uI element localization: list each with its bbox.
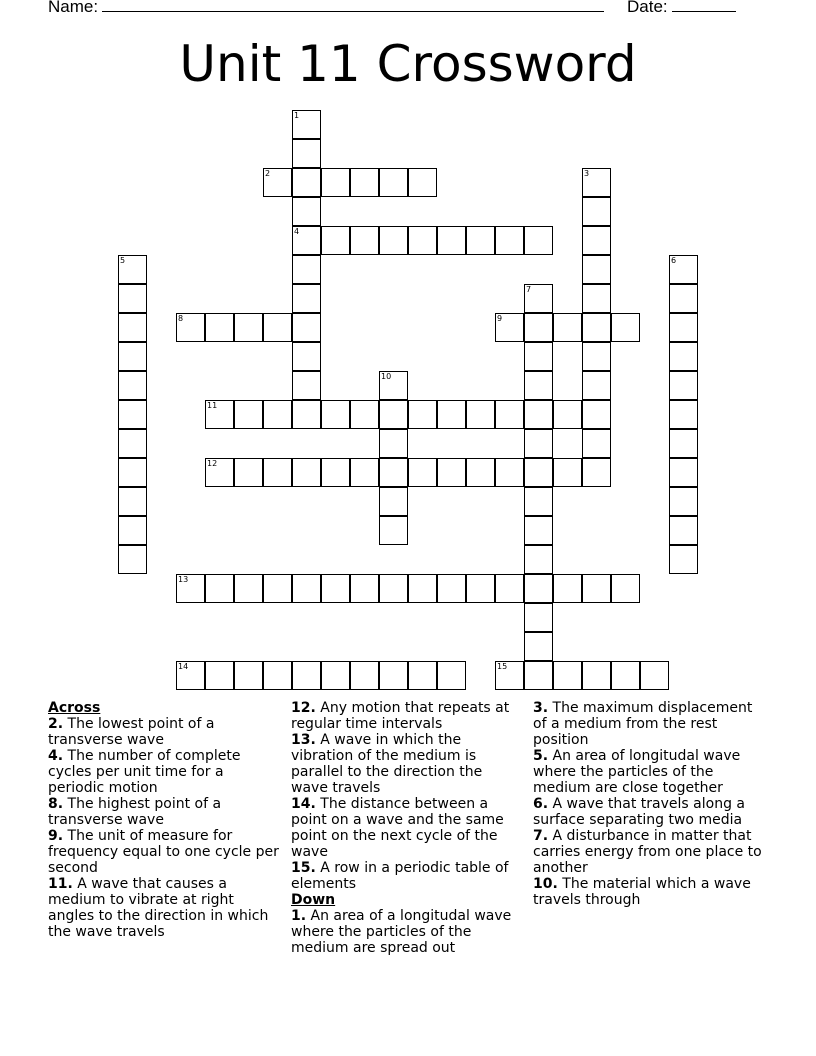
- grid-cell[interactable]: [205, 313, 234, 342]
- across-heading: Across: [48, 700, 101, 716]
- grid-cell[interactable]: [292, 574, 321, 603]
- clue-number: 12: [207, 459, 218, 468]
- grid-cell[interactable]: [350, 168, 379, 197]
- clue-down-3: 3. The maximum displacement of a medium from the rest position: [533, 700, 753, 748]
- grid-cell[interactable]: [408, 458, 437, 487]
- grid-cell[interactable]: [466, 574, 495, 603]
- clue-down-10: 10. The material which a wave travels through: [533, 876, 751, 908]
- grid-cell[interactable]: [524, 632, 553, 661]
- grid-cell[interactable]: [669, 487, 698, 516]
- grid-cell[interactable]: [234, 574, 263, 603]
- grid-cell[interactable]: [466, 400, 495, 429]
- grid-cell[interactable]: [118, 545, 147, 574]
- grid-cell[interactable]: [205, 400, 234, 429]
- clue-number: 2: [265, 169, 271, 178]
- clue-number: 5: [120, 256, 126, 265]
- grid-cell[interactable]: [553, 313, 582, 342]
- grid-cell[interactable]: [553, 574, 582, 603]
- down-heading: Down: [291, 892, 336, 908]
- grid-cell[interactable]: [379, 574, 408, 603]
- grid-cell[interactable]: [292, 139, 321, 168]
- clue-across-11: 11. A wave that causes a medium to vibrate at right angles to the direction in which the wave travels: [48, 876, 269, 940]
- grid-cell[interactable]: [611, 313, 640, 342]
- grid-cell[interactable]: [669, 429, 698, 458]
- grid-cell[interactable]: [176, 313, 205, 342]
- grid-cell[interactable]: [234, 661, 263, 690]
- clue-number: 10: [381, 372, 392, 381]
- date-label: Date:: [627, 0, 668, 16]
- grid-cell[interactable]: [118, 284, 147, 313]
- clue-down-5: 5. An area of longitudal wave where the particles of the medium are close together: [533, 748, 741, 796]
- grid-cell[interactable]: [582, 284, 611, 313]
- clue-across-15: 15. A row in a periodic table of elements: [291, 860, 509, 892]
- grid-cell[interactable]: [118, 458, 147, 487]
- grid-cell[interactable]: [582, 197, 611, 226]
- clue-across-13: 13. A wave in which the vibration of the medium is parallel to the direction the wave travels: [291, 732, 483, 796]
- grid-cell[interactable]: [205, 661, 234, 690]
- grid-cell[interactable]: [118, 342, 147, 371]
- grid-cell[interactable]: [466, 226, 495, 255]
- clue-number: 15: [497, 662, 508, 671]
- grid-cell[interactable]: [582, 661, 611, 690]
- grid-cell[interactable]: [292, 458, 321, 487]
- grid-cell[interactable]: [234, 313, 263, 342]
- grid-cell[interactable]: [263, 458, 292, 487]
- clue-number: 1: [294, 111, 300, 120]
- grid-cell[interactable]: [524, 516, 553, 545]
- grid-cell[interactable]: [495, 226, 524, 255]
- grid-cell[interactable]: [524, 284, 553, 313]
- grid-cell[interactable]: [553, 400, 582, 429]
- grid-cell[interactable]: [437, 400, 466, 429]
- grid-cell[interactable]: [379, 168, 408, 197]
- grid-cell[interactable]: [118, 487, 147, 516]
- grid-cell[interactable]: [524, 661, 553, 690]
- clue-number: 3: [584, 169, 590, 178]
- grid-cell[interactable]: [379, 429, 408, 458]
- grid-cell[interactable]: [263, 661, 292, 690]
- grid-cell[interactable]: [495, 661, 524, 690]
- grid-cell[interactable]: [321, 168, 350, 197]
- grid-cell[interactable]: [350, 458, 379, 487]
- grid-cell[interactable]: [321, 661, 350, 690]
- grid-cell[interactable]: [437, 661, 466, 690]
- clue-number: 14: [178, 662, 189, 671]
- clues-column-3: [533, 700, 765, 908]
- grid-cell[interactable]: [292, 342, 321, 371]
- clue-across-2: 2. The lowest point of a transverse wave: [48, 716, 215, 748]
- grid-cell[interactable]: [524, 458, 553, 487]
- clue-across-14: 14. The distance between a point on a wave and the same point on the next cycle of the wave: [291, 796, 504, 860]
- clue-number: 8: [178, 314, 184, 323]
- grid-cell[interactable]: [379, 400, 408, 429]
- grid-cell[interactable]: [669, 255, 698, 284]
- grid-cell[interactable]: [379, 371, 408, 400]
- grid-cell[interactable]: [292, 284, 321, 313]
- grid-cell[interactable]: [350, 226, 379, 255]
- grid-cell[interactable]: [292, 197, 321, 226]
- grid-cell[interactable]: [292, 110, 321, 139]
- grid-cell[interactable]: [582, 371, 611, 400]
- grid-cell[interactable]: [524, 226, 553, 255]
- grid-cell[interactable]: [582, 313, 611, 342]
- grid-cell[interactable]: [437, 226, 466, 255]
- grid-cell[interactable]: [669, 458, 698, 487]
- grid-cell[interactable]: [582, 458, 611, 487]
- page-title: Unit 11 Crossword: [179, 35, 637, 93]
- grid-cell[interactable]: [640, 661, 669, 690]
- name-label: Name:: [48, 0, 99, 16]
- grid-cell[interactable]: [495, 574, 524, 603]
- grid-cell[interactable]: [524, 603, 553, 632]
- grid-cell[interactable]: [118, 400, 147, 429]
- grid-cell[interactable]: [292, 255, 321, 284]
- clue-down-1: 1. An area of a longitudal wave where the particles of the medium are spread out: [291, 908, 512, 956]
- grid-cell[interactable]: [234, 458, 263, 487]
- grid-cell[interactable]: [379, 226, 408, 255]
- grid-cell[interactable]: [582, 226, 611, 255]
- grid-cell[interactable]: [524, 342, 553, 371]
- clue-number: 7: [526, 285, 532, 294]
- clue-across-12: 12. Any motion that repeats at regular time intervals: [291, 700, 510, 732]
- grid-cell[interactable]: [176, 661, 205, 690]
- grid-cell[interactable]: [669, 516, 698, 545]
- grid-cell[interactable]: [205, 574, 234, 603]
- grid-cell[interactable]: [466, 458, 495, 487]
- clue-across-8: 8. The highest point of a transverse wave: [48, 796, 222, 828]
- grid-cell[interactable]: [495, 458, 524, 487]
- grid-cell[interactable]: [118, 516, 147, 545]
- grid-cell[interactable]: [118, 371, 147, 400]
- grid-cell[interactable]: [379, 661, 408, 690]
- grid-cell[interactable]: [524, 545, 553, 574]
- grid-cell[interactable]: [118, 313, 147, 342]
- grid-cell[interactable]: [350, 661, 379, 690]
- grid-cell[interactable]: [408, 400, 437, 429]
- grid-cell[interactable]: [408, 661, 437, 690]
- grid-cell[interactable]: [582, 429, 611, 458]
- grid-cell[interactable]: [292, 371, 321, 400]
- grid-cell[interactable]: [408, 574, 437, 603]
- grid-cell[interactable]: [669, 545, 698, 574]
- grid-cell[interactable]: [437, 574, 466, 603]
- grid-cell[interactable]: [669, 313, 698, 342]
- grid-cell[interactable]: [524, 487, 553, 516]
- grid-cell[interactable]: [582, 168, 611, 197]
- grid-cell[interactable]: [669, 400, 698, 429]
- clue-across-9: 9. The unit of measure for frequency equal to one cycle per second: [48, 828, 279, 876]
- clue-down-6: 6. A wave that travels along a surface separating two media: [533, 796, 745, 828]
- grid-cell[interactable]: [118, 429, 147, 458]
- grid-cell[interactable]: [669, 342, 698, 371]
- grid-cell[interactable]: [582, 400, 611, 429]
- grid-cell[interactable]: [118, 255, 147, 284]
- grid-cell[interactable]: [321, 458, 350, 487]
- grid-cell[interactable]: [611, 661, 640, 690]
- grid-cell[interactable]: [524, 313, 553, 342]
- grid-cell[interactable]: [205, 458, 234, 487]
- clue-across-4: 4. The number of complete cycles per unit time for a periodic motion: [48, 748, 241, 796]
- grid-cell[interactable]: [292, 400, 321, 429]
- grid-cell[interactable]: [176, 574, 205, 603]
- grid-cell[interactable]: [495, 313, 524, 342]
- grid-cell[interactable]: [350, 400, 379, 429]
- grid-cell[interactable]: [321, 226, 350, 255]
- grid-cell[interactable]: [582, 255, 611, 284]
- grid-cell[interactable]: [408, 168, 437, 197]
- grid-cell[interactable]: [379, 516, 408, 545]
- clue-down-7: 7. A disturbance in matter that carries energy from one place to another: [533, 828, 762, 876]
- grid-cell[interactable]: [263, 574, 292, 603]
- clues-column-2: [291, 700, 523, 956]
- grid-cell[interactable]: [263, 168, 292, 197]
- clue-number: 11: [207, 401, 218, 410]
- clues-column-1: [48, 700, 280, 940]
- grid-cell[interactable]: [495, 400, 524, 429]
- grid-cell[interactable]: [408, 226, 437, 255]
- grid-cell[interactable]: [292, 313, 321, 342]
- clue-number: 9: [497, 314, 503, 323]
- grid-cell[interactable]: [379, 487, 408, 516]
- grid-cell[interactable]: [524, 400, 553, 429]
- grid-cell[interactable]: [321, 400, 350, 429]
- grid-cell[interactable]: [582, 342, 611, 371]
- grid-cell[interactable]: [321, 574, 350, 603]
- clue-number: 6: [671, 256, 677, 265]
- grid-cell[interactable]: [524, 429, 553, 458]
- grid-cell[interactable]: [611, 574, 640, 603]
- grid-cell[interactable]: [553, 458, 582, 487]
- grid-cell[interactable]: [292, 661, 321, 690]
- grid-cell[interactable]: [524, 574, 553, 603]
- clue-number: 13: [178, 575, 189, 584]
- grid-cell[interactable]: [234, 400, 263, 429]
- grid-cell[interactable]: [669, 371, 698, 400]
- grid-cell[interactable]: [263, 400, 292, 429]
- grid-cell[interactable]: [292, 168, 321, 197]
- clue-number: 4: [294, 227, 300, 236]
- grid-cell[interactable]: [524, 371, 553, 400]
- grid-cell[interactable]: [379, 458, 408, 487]
- grid-cell[interactable]: [582, 574, 611, 603]
- grid-cell[interactable]: [669, 284, 698, 313]
- grid-cell[interactable]: [437, 458, 466, 487]
- grid-cell[interactable]: [292, 226, 321, 255]
- grid-cell[interactable]: [350, 574, 379, 603]
- grid-cell[interactable]: [263, 313, 292, 342]
- grid-cell[interactable]: [553, 661, 582, 690]
